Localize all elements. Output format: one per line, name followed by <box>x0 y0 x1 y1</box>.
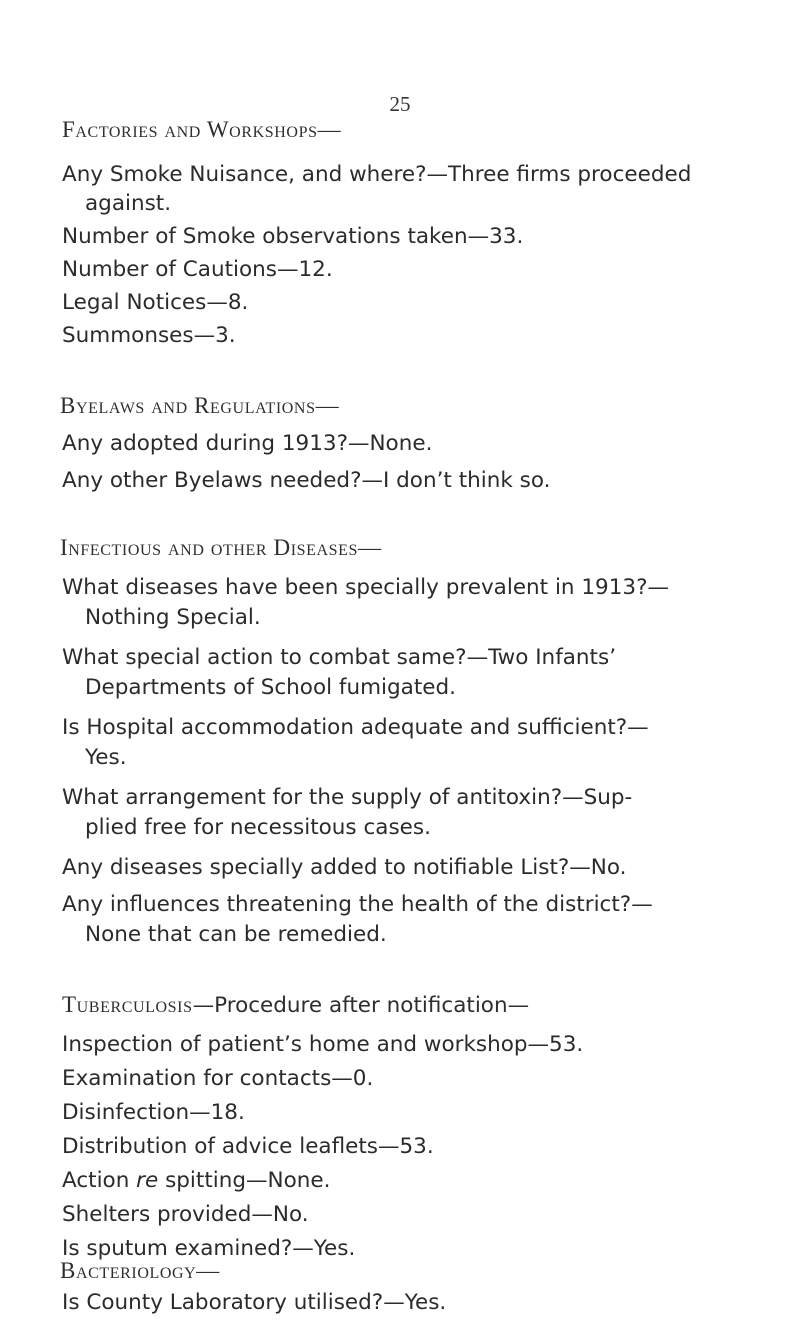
infectious-item-prevalent-cont: Nothing Special. <box>85 605 261 630</box>
infectious-item-antitoxin: What arrangement for the supply of antitoxin?—Sup- <box>62 785 633 810</box>
infectious-item-influences-cont: None that can be remedied. <box>85 922 387 947</box>
bacteriology-item-laboratory: Is County Laboratory utilised?—Yes. <box>62 1290 447 1315</box>
text-fragment-italic: re <box>136 1168 159 1193</box>
infectious-item-special-action-cont: Departments of School fumigated. <box>85 675 456 700</box>
section-heading-byelaws: Byelaws and Regulations— <box>60 393 340 418</box>
tuberculosis-item-sputum: Is sputum examined?—Yes. <box>62 1236 356 1261</box>
text-fragment: Action <box>62 1168 137 1193</box>
factories-item-smoke-nuisance-cont: against. <box>85 191 172 216</box>
infectious-item-hospital: Is Hospital accommodation adequate and sufficient?— <box>62 715 649 740</box>
section-heading-factories: Factories and Workshops— <box>62 117 342 142</box>
section-heading-bacteriology: Bacteriology— <box>60 1258 220 1283</box>
tuberculosis-item-contacts: Examination for contacts—0. <box>62 1066 374 1091</box>
infectious-item-antitoxin-cont: plied free for necessitous cases. <box>85 815 431 840</box>
text-fragment: spitting—None. <box>158 1168 331 1193</box>
tuberculosis-item-shelters: Shelters provided—No. <box>62 1202 309 1227</box>
infectious-item-special-action: What special action to combat same?—Two Infants’ <box>62 645 617 670</box>
infectious-item-influences: Any influences threatening the health of the district?— <box>62 892 653 917</box>
tuberculosis-item-inspection: Inspection of patient’s home and workshop—53. <box>62 1032 584 1057</box>
tuberculosis-item-spitting <box>62 1166 330 1195</box>
byelaws-item-adopted: Any adopted during 1913?—None. <box>62 431 433 456</box>
factories-item-cautions: Number of Cautions—12. <box>62 257 333 282</box>
factories-item-smoke-nuisance <box>62 160 742 189</box>
infectious-item-prevalent: What diseases have been specially prevalent in 1913?— <box>62 575 670 600</box>
factories-item-legal-notices: Legal Notices—8. <box>62 290 249 315</box>
tuberculosis-item-disinfection: Disinfection—18. <box>62 1100 245 1125</box>
page-number: 25 <box>389 92 411 116</box>
factories-item-summonses: Summonses—3. <box>62 323 236 348</box>
infectious-item-hospital-cont: Yes. <box>85 745 127 770</box>
tuberculosis-item-leaflets: Distribution of advice leaflets—53. <box>62 1134 434 1159</box>
infectious-item-notifiable: Any diseases specially added to notifiable List?—No. <box>62 855 627 880</box>
tuberculosis-heading-suffix: —Procedure after notification— <box>192 993 530 1018</box>
section-heading-tuberculosis <box>62 992 529 1018</box>
section-heading-infectious: Infectious and other Diseases— <box>60 535 382 560</box>
tuberculosis-heading-label: Tuberculosis <box>62 992 193 1017</box>
text-line: Any Smoke Nuisance, and where?—Three firms proceeded <box>62 162 692 187</box>
factories-item-observations: Number of Smoke observations taken—33. <box>62 224 524 249</box>
byelaws-item-needed: Any other Byelaws needed?—I don’t think so. <box>62 468 551 493</box>
